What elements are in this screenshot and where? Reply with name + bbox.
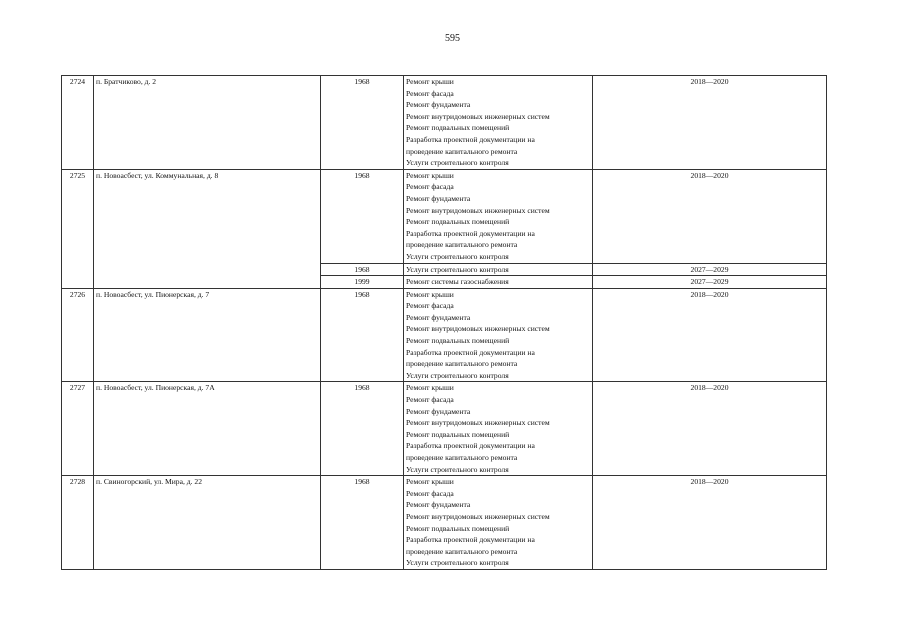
year-cell: 1968 <box>321 263 404 276</box>
work-item: Разработка проектной документации на <box>406 134 535 144</box>
work-item: Ремонт подвальных помещений <box>406 217 510 227</box>
work-item: Ремонт подвальных помещений <box>406 523 510 533</box>
table-row <box>62 169 827 263</box>
works-cell <box>404 276 593 289</box>
work-item: Ремонт фундамента <box>406 100 471 110</box>
work-item: Разработка проектной документации на <box>406 441 535 451</box>
work-item: Ремонт внутридомовых инженерных систем <box>406 205 550 215</box>
work-item: Ремонт крыши <box>406 77 454 86</box>
work-item: Ремонт подвальных помещений <box>406 123 510 133</box>
year-cell: 1968 <box>321 382 404 476</box>
address-cell: п. Братчиково, д. 2 <box>94 76 321 170</box>
works-cell <box>404 263 593 276</box>
work-item: Ремонт внутридомовых инженерных систем <box>406 111 550 121</box>
year-cell: 1999 <box>321 276 404 289</box>
work-item: Услуги строительного контроля <box>406 370 509 380</box>
work-item: Ремонт фасада <box>406 488 454 498</box>
work-item: Ремонт подвальных помещений <box>406 429 510 439</box>
work-item: Ремонт крыши <box>406 477 454 487</box>
work-item: Ремонт фундамента <box>406 193 471 203</box>
year-cell: 1968 <box>321 76 404 170</box>
work-item: Разработка проектной документации на <box>406 228 535 238</box>
address-cell: п. Новоасбест, ул. Пионерская, д. 7 <box>94 288 321 382</box>
period-cell: 2018—2020 <box>593 288 827 382</box>
row-number: 2726 <box>62 288 94 382</box>
work-item: Ремонт крыши <box>406 383 454 393</box>
work-item: Ремонт фасада <box>406 182 454 192</box>
period-cell: 2027—2029 <box>593 276 827 289</box>
work-item: Разработка проектной документации на <box>406 535 535 545</box>
work-item: Услуги строительного контроля <box>406 464 509 474</box>
works-cell <box>404 382 593 476</box>
row-number: 2728 <box>62 476 94 570</box>
period-cell: 2018—2020 <box>593 76 827 170</box>
repair-schedule-table <box>61 75 827 570</box>
table-row <box>62 76 827 170</box>
work-item: проведение капитального ремонта <box>406 359 518 369</box>
row-number: 2725 <box>62 169 94 288</box>
table-body <box>62 76 827 570</box>
work-item: проведение капитального ремонта <box>406 546 518 556</box>
work-item: Ремонт фундамента <box>406 406 471 416</box>
work-item: Ремонт внутридомовых инженерных систем <box>406 418 550 428</box>
table-row <box>62 382 827 476</box>
works-cell <box>404 169 593 263</box>
work-item: Ремонт фасада <box>406 88 454 98</box>
work-item: Ремонт системы газоснабжения <box>406 277 509 287</box>
work-item: проведение капитального ремонта <box>406 146 518 156</box>
row-number: 2724 <box>62 76 94 170</box>
period-cell: 2018—2020 <box>593 169 827 263</box>
page-number: 595 <box>445 33 460 44</box>
work-item: Услуги строительного контроля <box>406 558 509 568</box>
year-cell: 1968 <box>321 169 404 263</box>
table-row <box>62 476 827 570</box>
work-item: Ремонт внутридомовых инженерных систем <box>406 324 550 334</box>
address-cell: п. Новоасбест, ул. Пионерская, д. 7А <box>94 382 321 476</box>
work-item: Ремонт крыши <box>406 170 454 180</box>
address-cell: п. Новоасбест, ул. Коммунальная, д. 8 <box>94 169 321 288</box>
period-cell: 2027—2029 <box>593 263 827 276</box>
year-cell: 1968 <box>321 288 404 382</box>
period-cell: 2018—2020 <box>593 382 827 476</box>
period-cell: 2018—2020 <box>593 476 827 570</box>
work-item: Ремонт фундамента <box>406 312 471 322</box>
works-cell <box>404 476 593 570</box>
table-row <box>62 288 827 382</box>
work-item: Ремонт подвальных помещений <box>406 336 510 346</box>
work-item: Ремонт фасада <box>406 395 454 405</box>
work-item: Разработка проектной документации на <box>406 347 535 357</box>
works-cell <box>404 288 593 382</box>
work-item: Услуги строительного контроля <box>406 264 509 274</box>
year-cell: 1968 <box>321 476 404 570</box>
work-item: проведение капитального ремонта <box>406 240 518 250</box>
work-item: Ремонт фасада <box>406 301 454 311</box>
row-number: 2727 <box>62 382 94 476</box>
work-item: Услуги строительного контроля <box>406 251 509 261</box>
work-item: Ремонт фундамента <box>406 500 471 510</box>
work-item: Услуги строительного контроля <box>406 158 509 168</box>
works-cell <box>404 76 593 170</box>
work-item: проведение капитального ремонта <box>406 453 518 462</box>
work-item: Ремонт крыши <box>406 289 454 299</box>
work-item: Ремонт внутридомовых инженерных систем <box>406 511 550 521</box>
address-cell: п. Свиногорский, ул. Мира, д. 22 <box>94 476 321 570</box>
